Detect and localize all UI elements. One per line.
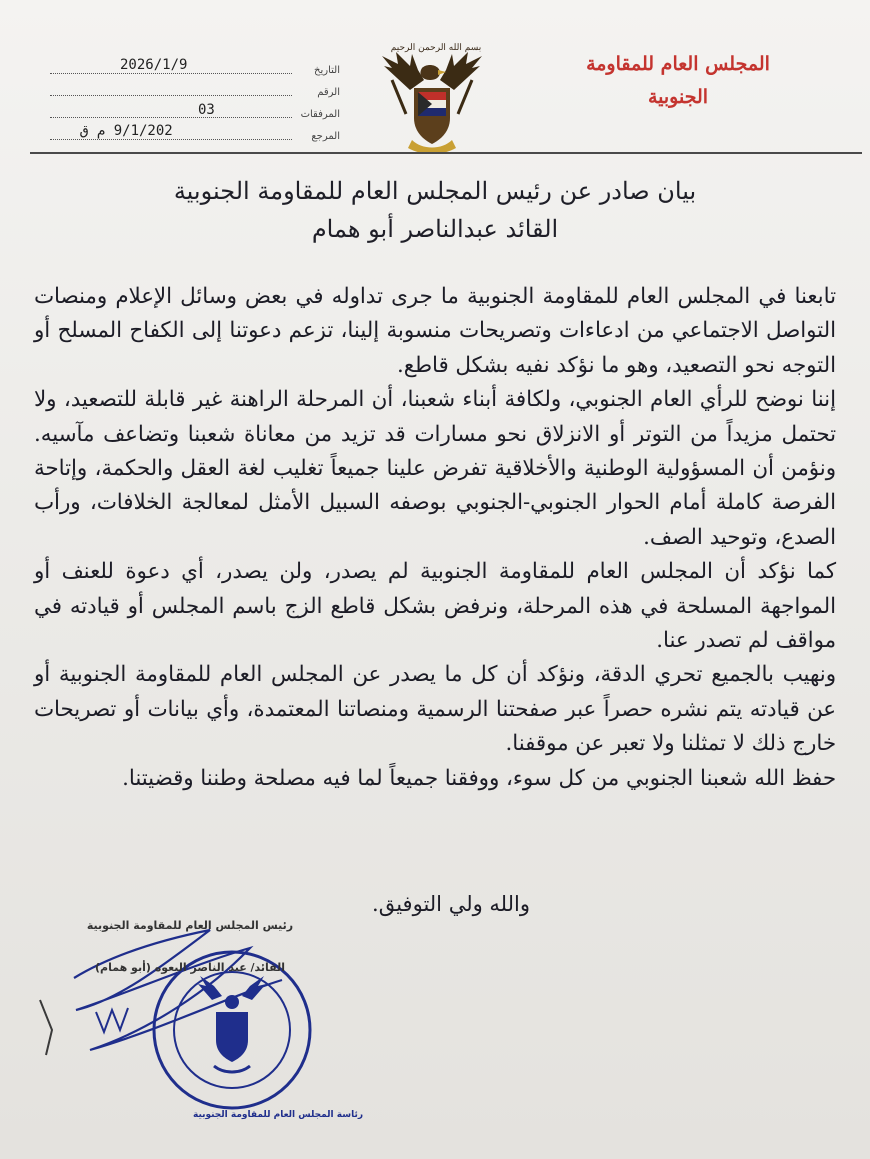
meta-date-label: التاريخ <box>314 65 340 76</box>
header-divider <box>30 152 862 154</box>
meta-attachments-label: المرفقات <box>300 109 340 120</box>
meta-reference-row <box>50 122 340 144</box>
title-line1: بيان صادر عن رئيس المجلس العام للمقاومة الجنوبية <box>173 177 697 205</box>
paragraph: تابعنا في المجلس العام للمقاومة الجنوبية ما جرى تداوله في بعض وسائل الإعلام ومنصات التواصل الاجتماعي من ادعاءات وتصريحات منسوبة إلينا، تزعم دعوتنا إلى الكفاح المسلح أو التوجه نحو التصعيد، وهو ما نؤكد نفيه بشكل قاطع. <box>34 284 836 378</box>
eagle-emblem-icon <box>352 40 512 162</box>
stamp-caption: رئاسة المجلس العام للمقاومة الجنوبية <box>192 1110 364 1120</box>
paragraph: ونهيب بالجميع تحري الدقة، ونؤكد أن كل ما يصدر عن المجلس العام للمقاومة الجنوبية أو عن قيادته يتم نشره حصراً عبر صفحتنا الرسمية ومنصاتنا المعتمدة، وأي بيانات أو تصريحات خارج ذلك لا تمثلنا ولا تعبر عن موقفنا. <box>34 662 836 757</box>
meta-number-label: الرقم <box>317 87 340 98</box>
meta-number-row <box>50 78 340 100</box>
signatory-name: القائد/ عبد الناصر البعوه (أبو همام) <box>95 961 285 974</box>
signature-block <box>40 905 340 989</box>
statement-body <box>34 280 836 796</box>
document-meta <box>50 56 340 146</box>
meta-date-value: 2026/1/9 <box>120 57 188 73</box>
emblem-basmala: بسم الله الرحمن الرحيم <box>390 43 482 53</box>
paragraph: إننا نوضح للرأي العام الجنوبي، ولكافة أبناء شعبنا، أن المرحلة الراهنة غير قابلة للتصعيد، ولا تحتمل مزيداً من التوتر أو الانزلاق نحو مسارات قد تزيد من معاناة شعبنا وتضاعف مآسيه. ونؤمن أن المسؤولية الوطنية والأخلاقية تفرض علينا جميعاً تغليب لغة العقل والحكمة، وإتاحة الفرصة كاملة أمام الحوار الجنوبي-الجنوبي بوصفه السبيل الأمثل لمعالجة الخلافات، ورأب الصدع، وتوحيد الصف. <box>34 387 836 550</box>
org-name-line2: الجنوبية <box>647 86 709 108</box>
meta-attachments-row <box>50 100 340 122</box>
closing-phrase: والله ولي التوفيق. <box>372 892 530 916</box>
meta-date-row <box>50 56 340 78</box>
meta-reference-label: المرجع <box>311 131 340 142</box>
signatory-title: رئيس المجلس العام للمقاومة الجنوبية <box>86 919 294 932</box>
title-line2: القائد عبدالناصر أبو همام <box>311 215 559 243</box>
meta-attachments-value: 03 <box>198 102 215 118</box>
organization-name <box>548 48 808 114</box>
org-name-line1: المجلس العام للمقاومة <box>586 53 770 75</box>
paragraph: حفظ الله شعبنا الجنوبي من كل سوء، ووفقنا جميعاً لما فيه مصلحة وطننا وقضيتنا. <box>122 765 836 791</box>
statement-title <box>60 172 810 248</box>
paragraph: كما نؤكد أن المجلس العام للمقاومة الجنوبية لم يصدر، ولن يصدر، أي دعوة للعنف أو المواجهة المسلحة في هذه المرحلة، ونرفض بشكل قاطع الزج باسم المجلس أو قيادته في مواقف لم تصدر عنا. <box>34 559 836 654</box>
meta-reference-value: 9/1/202 م ق <box>80 123 173 139</box>
